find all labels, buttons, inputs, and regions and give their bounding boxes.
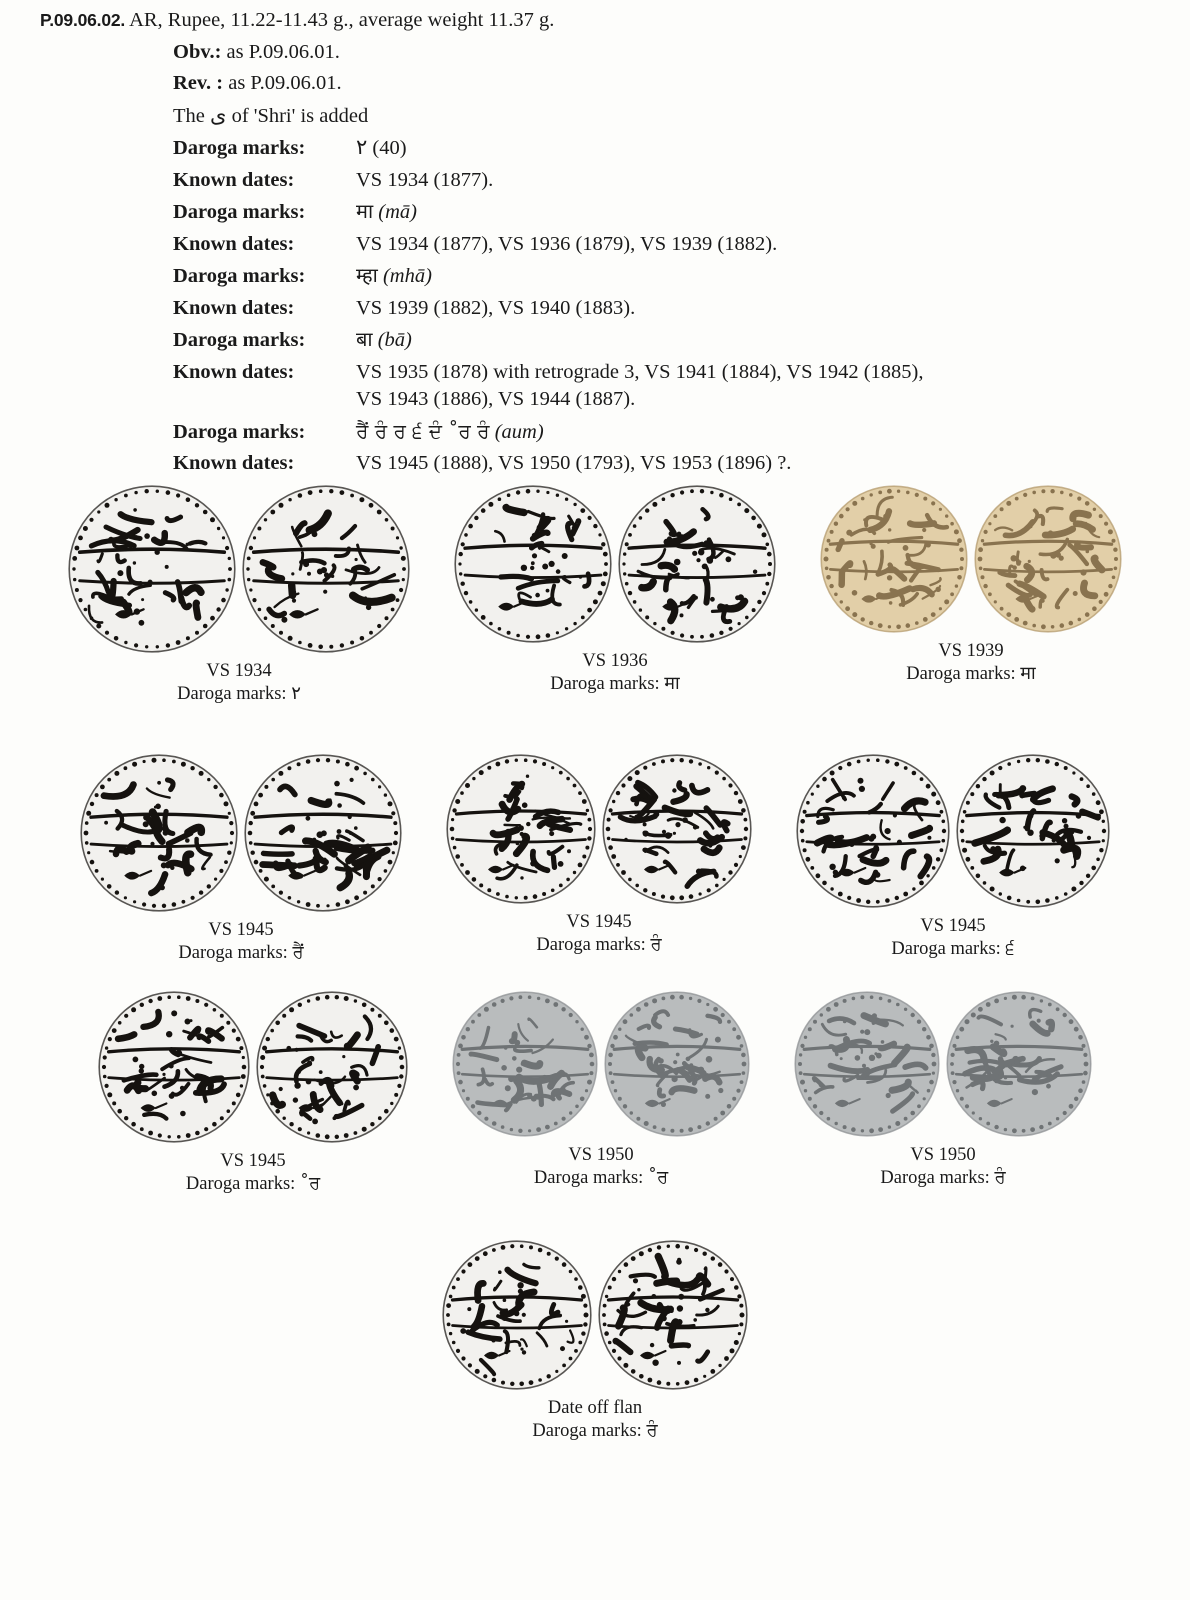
coin-reverse-image: [604, 991, 750, 1137]
coin-daroga-marks-label: Daroga marks: ਰੈਂ: [178, 941, 304, 963]
daroga-mark-glyph-1: ٢: [356, 135, 368, 159]
known-dates-line-4: [40, 362, 1150, 383]
known-dates-cont-4: VS 1943 (1886), VS 1944 (1887).: [356, 388, 636, 410]
coin-pair: [454, 485, 776, 643]
coin-obverse-image: [796, 754, 950, 908]
known-dates-text-2: VS 1934 (1877), VS 1936 (1879), VS 1939 (1882).: [356, 232, 778, 255]
daroga-mark-glyph-4: बा: [356, 327, 373, 351]
coin-daroga-marks-label: Daroga marks: मा: [550, 672, 680, 694]
coin-specimen: [454, 485, 776, 696]
known-dates-text-4: VS 1935 (1878) with retrograde 3, VS 1941 (1884), VS 1942 (1885),: [356, 360, 924, 383]
coin-specimen: [442, 1240, 748, 1443]
known-dates-label-1: Known dates:: [173, 168, 295, 191]
coin-caption: [891, 915, 1014, 961]
coin-specimen: [796, 754, 1110, 961]
coin-reverse-image: [946, 991, 1092, 1137]
coin-reverse-image: [602, 754, 752, 904]
coin-date-label: VS 1934: [206, 660, 272, 681]
coin-daroga-marks-label: Daroga marks: ٢: [177, 682, 301, 704]
coin-date-label: VS 1950: [568, 1145, 634, 1165]
known-dates-label-2: Known dates:: [173, 232, 295, 255]
daroga-mark-glyph-2: मा: [356, 199, 374, 223]
daroga-marks-line-2: [40, 201, 1150, 223]
coin-obverse-image: [80, 754, 238, 912]
coin-daroga-marks-label: Daroga marks: ਰੰ: [880, 1167, 1006, 1189]
coin-daroga-mark-glyph: ਰੈਂ: [292, 941, 304, 963]
coin-specimen: [98, 991, 408, 1196]
coin-obverse-image: [442, 1240, 592, 1390]
entry-header: [40, 10, 1150, 31]
coin-specimen: [446, 754, 752, 957]
coin-reverse-image: [618, 485, 776, 643]
coin-daroga-mark-glyph: ˚ਰ: [299, 1173, 321, 1195]
plate-row-2: [0, 754, 1190, 965]
coin-reverse-image: [244, 754, 402, 912]
coin-obverse-image: [454, 485, 612, 643]
coin-plates: [0, 485, 1190, 1444]
coin-caption: [550, 650, 679, 696]
shri-note-pre: The: [173, 104, 210, 127]
obverse-label: Obv.:: [173, 40, 222, 63]
coin-specimen: [68, 485, 410, 706]
daroga-mark-glyph-5: ਰੈਂ ਰੰ ਰ ੬ ਦੰ ˚ਰ ਰੰ: [356, 418, 490, 443]
reverse-label: Rev. :: [173, 72, 224, 94]
known-dates-label-5: Known dates:: [173, 452, 295, 474]
obverse-line: [40, 42, 1150, 63]
reverse-text: as P.09.06.01.: [228, 72, 342, 94]
daroga-marks-line-4: [40, 329, 1150, 351]
coin-specimen: [820, 485, 1122, 686]
daroga-marks-label-5: Daroga marks:: [173, 420, 306, 443]
coin-obverse-image: [446, 754, 596, 904]
coin-daroga-mark-glyph: मा: [1020, 662, 1036, 684]
coin-obverse-image: [820, 485, 968, 633]
shri-glyph: ى: [210, 102, 227, 127]
known-dates-text-1: VS 1934 (1877).: [356, 168, 494, 191]
coin-caption: [186, 1150, 320, 1196]
daroga-marks-line-5: [40, 418, 1150, 443]
coin-daroga-marks-label: Daroga marks: ਰੰ: [536, 933, 662, 955]
coin-daroga-marks-label: Daroga marks: ਰੰ: [532, 1420, 658, 1442]
shri-note-post: of 'Shri' is added: [226, 104, 369, 127]
coin-pair: [442, 1240, 748, 1390]
coin-date-label: VS 1936: [582, 650, 648, 671]
known-dates-line-1: [40, 170, 1150, 191]
known-dates-text-5: VS 1945 (1888), VS 1950 (1793), VS 1953 (1896) ?.: [356, 452, 792, 474]
plate-row-1: [0, 485, 1190, 706]
daroga-mark-note-3: (mhā): [382, 265, 432, 287]
plate-row-4: [0, 1222, 1190, 1443]
shri-note: [40, 102, 1150, 127]
coin-daroga-mark-glyph: ਰੰ: [650, 933, 662, 955]
coin-pair: [80, 754, 402, 912]
coin-date-label: VS 1945: [208, 919, 274, 940]
known-dates-label-4: Known dates:: [173, 360, 295, 383]
coin-daroga-mark-glyph: ੬: [1005, 937, 1015, 959]
known-dates-line-5: [40, 453, 1150, 474]
coin-obverse-image: [794, 991, 940, 1137]
coin-caption: [178, 919, 303, 965]
coin-date-label: VS 1939: [938, 640, 1004, 661]
daroga-marks-label-2: Daroga marks:: [173, 201, 306, 223]
coin-obverse-image: [68, 485, 236, 653]
coin-daroga-mark-glyph: ˚ਰ: [647, 1167, 669, 1189]
coin-daroga-mark-glyph: ਰੰ: [646, 1420, 658, 1442]
daroga-marks-line-3: [40, 265, 1150, 287]
coin-daroga-marks-label: Daroga marks: मा: [906, 662, 1036, 684]
known-dates-line-3: [40, 298, 1150, 319]
coin-specimen: [452, 991, 750, 1190]
coin-reverse-image: [974, 485, 1122, 633]
coin-pair: [452, 991, 750, 1137]
coin-obverse-image: [452, 991, 598, 1137]
coin-reverse-image: [256, 991, 408, 1143]
coin-pair: [68, 485, 410, 653]
daroga-marks-label-1: Daroga marks:: [173, 137, 306, 159]
coin-specimen: [80, 754, 402, 965]
coin-date-label: Date off flan: [547, 1398, 643, 1419]
coin-caption: [906, 640, 1035, 686]
coin-date-label: VS 1945: [220, 1151, 286, 1171]
reverse-line: [40, 73, 1150, 94]
known-dates-line-2: [40, 234, 1150, 255]
coin-obverse-image: [98, 991, 250, 1143]
coin-pair: [820, 485, 1122, 633]
coin-reverse-image: [956, 754, 1110, 908]
daroga-mark-note-2: (mā): [378, 201, 417, 223]
coin-pair: [794, 991, 1092, 1137]
daroga-mark-glyph-3: म्हा: [356, 263, 378, 287]
coin-daroga-mark-glyph: ٢: [291, 682, 301, 704]
coin-caption: [880, 1144, 1005, 1190]
daroga-marks-label-3: Daroga marks:: [173, 265, 306, 287]
obverse-text: as P.09.06.01.: [226, 40, 340, 63]
catalog-entry: [0, 0, 1190, 474]
daroga-mark-note-5: (aum): [494, 420, 544, 443]
coin-pair: [796, 754, 1110, 908]
daroga-mark-note-1: (40): [372, 137, 407, 159]
coin-daroga-marks-label: Daroga marks: ੬: [891, 937, 1015, 959]
coin-date-label: VS 1945: [566, 911, 632, 932]
coin-reverse-image: [242, 485, 410, 653]
catalog-number: P.09.06.02.: [40, 10, 126, 30]
daroga-marks-line-1: [40, 137, 1150, 159]
coin-date-label: VS 1945: [920, 915, 986, 936]
coin-caption: [532, 1397, 657, 1443]
known-dates-label-3: Known dates:: [173, 296, 295, 319]
coin-date-label: VS 1950: [910, 1145, 976, 1165]
coin-daroga-marks-label: Daroga marks: ˚ਰ: [533, 1167, 669, 1189]
coin-reverse-image: [598, 1240, 748, 1390]
coin-daroga-mark-glyph: मा: [664, 672, 680, 694]
coin-specimen: [794, 991, 1092, 1190]
coin-caption: [534, 1144, 668, 1190]
known-dates-text-3: VS 1939 (1882), VS 1940 (1883).: [356, 296, 636, 319]
coin-caption: [536, 911, 661, 957]
plate-row-3: [0, 991, 1190, 1196]
daroga-marks-label-4: Daroga marks:: [173, 329, 306, 351]
coin-daroga-mark-glyph: ਰੰ: [994, 1167, 1006, 1189]
entry-header-text: AR, Rupee, 11.22-11.43 g., average weight 11.37 g.: [129, 9, 555, 31]
coin-caption: [177, 660, 301, 706]
daroga-mark-note-4: (bā): [377, 329, 412, 351]
coin-pair: [98, 991, 408, 1143]
coin-pair: [446, 754, 752, 904]
coin-daroga-marks-label: Daroga marks: ˚ਰ: [185, 1173, 321, 1195]
